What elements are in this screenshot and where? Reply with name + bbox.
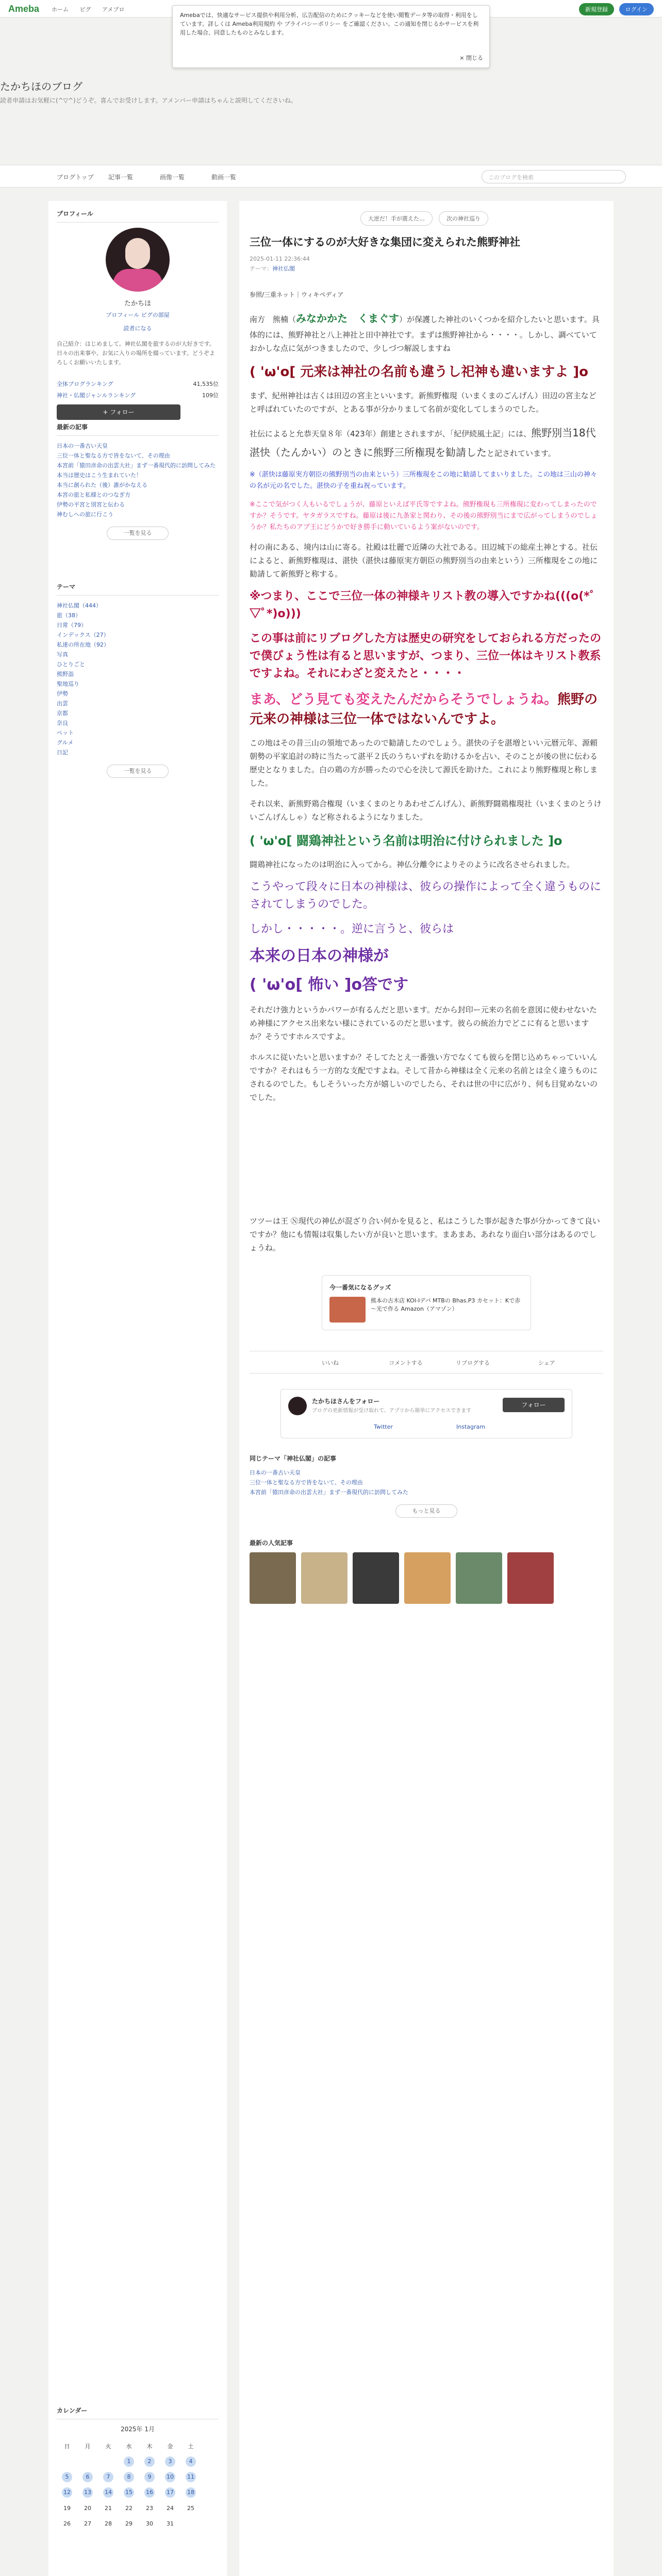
recent-item[interactable]: 三位一体と聖なる方で皆をないて、その理由 <box>57 452 170 459</box>
calendar-day: 25 <box>187 2504 194 2512</box>
calendar-dow: 金 <box>167 2443 173 2450</box>
follow-avatar <box>288 1397 307 1415</box>
article-theme-row <box>250 264 603 273</box>
nav-video-list[interactable]: 動画一覧 <box>211 174 237 181</box>
sidebar <box>48 201 227 2576</box>
goods-card-title: 今一番気になるグッズ <box>329 1284 391 1291</box>
theme-item[interactable]: グルメ <box>57 739 74 746</box>
theme-item[interactable]: 聖地巡り <box>57 681 79 687</box>
reader-link[interactable]: 読者になる <box>123 325 152 332</box>
follow-button[interactable]: + フォロー <box>57 404 180 420</box>
calendar-day[interactable]: 9 <box>139 2469 160 2485</box>
heading-emphasis: ( 'ω'o[ 怖い ]o答です <box>250 976 409 994</box>
paragraph: まず、紀州神社は古くは田辺の宮主といいます。新熊野権現（いまくまのごんげん）田辺の宮主などと呼ばれていたのですが、とある事が分かりまして名前が変化してしまうのでした。 <box>250 391 597 414</box>
recent-item[interactable]: 本当に創られた（後）誰がかなえる <box>57 482 147 488</box>
calendar-table <box>57 2438 201 2531</box>
nav-blog-top[interactable]: ブログトップ <box>57 174 94 181</box>
recent-item[interactable]: 本当は歴史はこう生まれていた！ <box>57 472 142 479</box>
pager <box>250 211 603 226</box>
calendar-day: 29 <box>125 2520 133 2527</box>
recent-heading: 最新の記事 <box>57 422 219 436</box>
paragraph: この地はその昔三山の領地であったので勧請したのでしょう。湛快の子を湛増といい元暦元年、源頼朝勢の平家追討の時に当たって湛平２氏のうちいずれを助けるかを占い、そのことが後の世に伝わる歴史となりました。白の鶏の方が勝ったので心を決して源氏を助けた。これにより熊野権現と称しました。 <box>250 738 598 788</box>
follow-card-button[interactable]: フォロー <box>503 1398 565 1412</box>
popular-thumb[interactable] <box>404 1552 451 1604</box>
next-article-button[interactable]: 次の神社巡り <box>439 211 488 226</box>
heading-emphasis: ( 'ω'o[ 元来は神社の名前も違うし祀神も違いますよ ]o <box>250 364 589 380</box>
recent-list <box>57 441 219 519</box>
calendar-day[interactable]: 4 <box>180 2454 201 2469</box>
profile-heading: プロフィール <box>57 209 219 223</box>
paragraph: それ以来、新熊野鶏合権現（いまくまのとりあわせごんげん）、新熊野闘鶏権現社（いまくまのとうけいごんげんしゃ）など称されるようになりました。 <box>250 799 602 822</box>
recent-item[interactable]: 神むしへの旅に行こう <box>57 511 113 518</box>
heading-emphasis: しかし・・・・・。逆に言うと、彼らは <box>250 923 454 936</box>
calendar-day: 27 <box>84 2520 91 2527</box>
calendar-day: 30 <box>146 2520 153 2527</box>
calendar-day: 23 <box>146 2504 153 2512</box>
calendar-day: 24 <box>167 2504 174 2512</box>
top-nav-ameblo[interactable]: アメブロ <box>102 6 125 13</box>
cookie-notice <box>172 5 490 68</box>
twitter-link[interactable]: Twitter <box>374 1423 393 1430</box>
article <box>239 211 614 1606</box>
popular-thumb[interactable] <box>456 1552 502 1604</box>
paragraph: それだけ強力というかパワーが有るんだと思います。だから封印ー元来の名前を意図に使わせないため神様にアクセス出来ない様にされているのだと思います。彼らの統治力でどこに有ると思いますか？そうですホルスですよ。 <box>250 1005 597 1041</box>
nav-entry-list[interactable]: 記事一覧 <box>108 174 134 181</box>
calendar-day[interactable]: 8 <box>119 2469 139 2485</box>
article-theme-label: テーマ： <box>250 265 272 272</box>
follow-card <box>280 1389 572 1438</box>
share-button[interactable]: シェア <box>538 1360 555 1366</box>
calendar-day: 19 <box>63 2504 71 2512</box>
theme-item[interactable]: 京都 <box>57 710 68 717</box>
ad-gap <box>250 1111 603 1214</box>
calendar-day: 26 <box>63 2520 71 2527</box>
blog-search-input[interactable]: このブログを検索 <box>482 170 626 183</box>
heading-emphasis: ※つまり、ここで三位一体の神様キリスト教の導入ですかね(((o(*ﾟ▽ﾟ*)o))) <box>250 590 595 620</box>
paragraph: ホルスに従いたいと思いますか？そしてたとえ一番強い方でなくても彼らを閉じ込めちゃっていいんですか？それはもう一方的な支配ですよね。そして昔から神様は全く元来の名前とは全く違うものにされるのでした。もしそういった方が嬉しいのでしたら、それは世の中に広がり、何も目覚めないのでした。 <box>250 1053 598 1102</box>
profile-intro: 自己紹介：はじめまして。神社仏閣を旅するのが大好きです。日々の出来事や、お気に入りの場所を綴っています。どうぞよろしくお願いいたします。 <box>57 341 215 366</box>
theme-item[interactable]: 奈良 <box>57 720 68 726</box>
theme-item[interactable]: ペット <box>57 730 74 736</box>
calendar-day[interactable]: 3 <box>160 2454 180 2469</box>
calendar-day <box>77 2454 98 2469</box>
article-date: 2025-01-11 22:36:44 <box>250 256 310 262</box>
calendar-day[interactable]: 11 <box>180 2469 201 2485</box>
follow-desc: ブログの更新情報が受け取れて、アプリから簡単にアクセスできます <box>312 1408 472 1414</box>
blog-description: 読者申請はお気軽に(^▽^)どうぞ。喜んでお受けします。アメンバー申請はちゃんと説明してくださいね。 <box>0 97 297 104</box>
popular-heading: 最新の人気記事 <box>250 1539 293 1547</box>
calendar-day[interactable]: 17 <box>160 2485 180 2500</box>
cookie-notice-text: Amebaでは、快適なサービス提供や利用分析、広告配信のためにクッキーなどを使い閲覧データ等の取得・利用をしています。詳しくは Ameba利用規約 や プライバシーポリシー をご確認ください。この通知を閉じるかサービスを利用した場合、同意したものとみなします。 <box>180 12 479 36</box>
recent-item[interactable]: 日本の一番古い天皇 <box>57 443 108 449</box>
top-nav <box>52 5 134 13</box>
article-body <box>250 288 603 1255</box>
calendar-day[interactable]: 5 <box>57 2469 77 2485</box>
calendar-day: 20 <box>84 2504 91 2512</box>
heading-emphasis: まあ、どう見ても変えたんだからそうでしょうね。熊野の元来の神様は三位一体ではないんですよ。 <box>250 692 598 727</box>
popular-thumb[interactable] <box>507 1552 554 1604</box>
login-button[interactable]: ログイン <box>619 3 654 15</box>
heading-emphasis: こうやって段々に日本の神様は、彼らの操作によって全く違うものにされてしまうのでした。 <box>250 880 602 911</box>
ranking-value: 41,535位 <box>193 381 219 387</box>
theme-item[interactable]: インデックス（27） <box>57 632 109 638</box>
calendar-day[interactable]: 15 <box>119 2485 139 2500</box>
theme-item[interactable]: 日記 <box>57 749 68 756</box>
calendar-day: 31 <box>167 2520 174 2527</box>
calendar-dow: 日 <box>64 2443 70 2450</box>
theme-item[interactable]: 伊勢 <box>57 690 68 697</box>
heading-emphasis: ( 'ω'o[ 闘鶏神社という名前は明治に付けられました ]o <box>250 834 562 848</box>
article-theme[interactable]: 神社仏閣 <box>272 265 295 272</box>
source-line: 参照/三重ネット｜ウィキペディア <box>250 291 344 298</box>
calendar-day[interactable]: 7 <box>98 2469 119 2485</box>
related-list <box>250 1468 603 1497</box>
recent-more-button[interactable]: 一覧を見る <box>107 527 169 540</box>
ranking2-label[interactable]: 神社・仏閣ジャンルランキング <box>57 392 136 399</box>
related-item[interactable]: 日本の一番古い天皇 <box>250 1469 301 1476</box>
popular-thumb[interactable] <box>250 1552 296 1604</box>
instagram-link[interactable]: Instagram <box>456 1423 485 1430</box>
ranking2-value: 109位 <box>202 392 219 399</box>
theme-item[interactable]: 写真 <box>57 651 68 658</box>
profile-links[interactable]: プロフィール ピグの部屋 <box>106 312 170 318</box>
calendar-dow: 土 <box>188 2443 194 2450</box>
top-right <box>576 3 654 15</box>
heading-emphasis: この事は前にリブログした方は歴史の研究をしておられる方だったので僕びょう性は有ると思いますが、つまり、三位一体はキリスト教系ですよね。それにわざと変えたと・・・・ <box>250 632 602 680</box>
cookie-notice-close[interactable]: × 閉じる <box>459 55 483 61</box>
calendar-day[interactable]: 16 <box>139 2485 160 2500</box>
reblog-button[interactable]: リブログする <box>456 1360 490 1366</box>
reaction-bar <box>250 1351 603 1374</box>
calendar-day <box>180 2516 201 2531</box>
calendar-day <box>57 2454 77 2469</box>
goods-image <box>329 1297 366 1323</box>
calendar-day[interactable]: 1 <box>119 2454 139 2469</box>
goods-card-text: 熊本の古木店 KOI-Iデパ MTBの Bhas.P3 カセット：Kで赤～光で作る Amazon（アマゾン） <box>371 1297 521 1312</box>
related-item[interactable]: 三位一体と聖なる方で皆をないて、その理由 <box>250 1479 363 1486</box>
paragraph: 村の南にある、境内は山に寄る。社殿は壮麗で近隣の大社である。田辺城下の総産土神とする。社伝によると、新熊野権現は、湛快（湛快は藤原実方朝臣の熊野別当の由来という）三所権現をこの地に勧請して新熊野と称する。 <box>250 543 598 579</box>
blog-title[interactable]: たかちほのブログ <box>0 81 82 93</box>
calendar-day[interactable]: 18 <box>180 2485 201 2500</box>
theme-panel <box>57 582 219 785</box>
profile-name[interactable]: たかちほ <box>124 300 151 308</box>
top-nav-home[interactable]: ホーム <box>52 6 69 13</box>
heading-emphasis: 本来の日本の神様が <box>250 947 389 965</box>
calendar-day[interactable]: 10 <box>160 2469 180 2485</box>
calendar-day: 21 <box>105 2504 112 2512</box>
popular-thumbs <box>250 1552 603 1606</box>
paragraph: 社伝によると允恭天皇８年（423年）創建とされますが、「紀伊続風土記」には、熊野別当18代 湛快（たんかい）のときに熊野三所権現を勧請したと記されています。 <box>250 427 596 459</box>
ranking-row <box>57 380 219 388</box>
theme-item[interactable]: 出雲 <box>57 700 68 707</box>
theme-heading: テーマ <box>57 582 219 596</box>
nav-image-list[interactable]: 画像一覧 <box>160 174 185 181</box>
calendar-panel <box>57 2406 219 2531</box>
calendar-dow: 月 <box>85 2443 91 2450</box>
calendar-day[interactable]: 12 <box>57 2485 77 2500</box>
calendar-dow: 木 <box>146 2443 153 2450</box>
recent-item[interactable]: 本宮の旅と私様とのつなぎ方 <box>57 492 130 498</box>
theme-more-button[interactable]: 一覧を見る <box>107 765 169 778</box>
recent-item[interactable]: 本宮前「猿田彦命の出雲大社」まず一番現代的に訪問してみた <box>57 462 216 469</box>
profile-avatar[interactable] <box>106 228 170 292</box>
article-title[interactable]: 三位一体にするのが大好きな集団に変えられた熊野神社 <box>250 236 520 248</box>
calendar-day[interactable]: 2 <box>139 2454 160 2469</box>
like-button[interactable]: いいね <box>322 1360 339 1366</box>
theme-list <box>57 601 219 757</box>
theme-item[interactable]: ひとりごと <box>57 661 85 668</box>
register-button[interactable]: 新規登録 <box>579 3 614 15</box>
theme-item[interactable]: 旅（38） <box>57 612 81 619</box>
prev-article-button[interactable]: 大逆だ！手が震えた… <box>360 211 433 226</box>
calendar-month: 2025年 1月 <box>121 2426 155 2433</box>
recent-panel <box>57 422 219 547</box>
popular-thumb[interactable] <box>353 1552 399 1604</box>
goods-card-body <box>329 1297 523 1323</box>
profile-panel <box>57 209 219 420</box>
article-meta <box>250 256 603 273</box>
calendar-day[interactable]: 14 <box>98 2485 119 2500</box>
related-more-button[interactable]: もっと見る <box>395 1504 457 1518</box>
note-paragraph: ※（湛快は藤原実方朝臣の熊野別当の由来という）三所権現をこの地に勧請してまいりました。この地は三山の神々の名が元の名でした。湛快の子を重ね祝っています。 <box>250 471 597 490</box>
ranking2-row <box>57 391 219 399</box>
calendar-day: 28 <box>105 2520 112 2527</box>
comment-button[interactable]: コメントする <box>389 1360 423 1366</box>
related-heading: 同じテーマ「神社仏閣」の記事 <box>250 1455 337 1462</box>
top-nav-pigg[interactable]: ピグ <box>79 6 91 13</box>
calendar-day <box>98 2454 119 2469</box>
related-item[interactable]: 本宮前「猿田彦命の出雲大社」まず一番現代的に訪問してみた <box>250 1489 408 1496</box>
follow-name: たかちほさんをフォロー <box>312 1398 380 1405</box>
theme-item[interactable]: 神社仏閣（444） <box>57 602 102 609</box>
popular-thumb[interactable] <box>301 1552 347 1604</box>
calendar-heading: カレンダー <box>57 2406 219 2419</box>
theme-item[interactable]: 熊野詣 <box>57 671 74 677</box>
global-nav <box>0 165 662 188</box>
recent-item[interactable]: 伊勢の平宮と別宮と伝わる <box>57 501 125 508</box>
theme-item[interactable]: 私達の所在地（92） <box>57 641 109 648</box>
paragraph: 南方 熊楠（みなかかた くまぐす）が保護した神社のいくつかを紹介したいと思います。具体的には、熊野神社と八上神社と田中神社です。まずは熊野神社から・・・・。しかし、調べていておかしな点に気がつきましたので、少しづつ解説しますね <box>250 312 600 353</box>
calendar-dow: 水 <box>126 2443 132 2450</box>
main-column <box>239 201 614 2576</box>
paragraph: 闘鶏神社になったのは明治に入ってから。神仏分離令によりそのように改名させられました。 <box>250 860 575 869</box>
theme-item[interactable]: 日常（79） <box>57 622 87 629</box>
calendar-dow: 火 <box>105 2443 111 2450</box>
goods-card[interactable] <box>322 1275 531 1330</box>
calendar-day: 22 <box>125 2504 133 2512</box>
calendar-day[interactable]: 6 <box>77 2469 98 2485</box>
calendar-day[interactable]: 13 <box>77 2485 98 2500</box>
ranking-label[interactable]: 全体ブログランキング <box>57 381 113 387</box>
ameba-logo[interactable]: Ameba <box>8 4 40 14</box>
paragraph: ツツーは王 Ⓝ現代の神仏が混ざり合い何かを見ると、私はこうした事が起きた事が分かってきて良いですか？他にも情報は収集したい方が良いと思います。まあまあ、あれなり面白い部分はあるのでしょうね。 <box>250 1216 600 1252</box>
note-paragraph: ※ここで気がつく人もいるでしょうが、藤原といえば平氏等ですよね。熊野権現も三所権現に変わってしまったのですか？そうです。ヤタガラスですね。藤原は後に九条家と関わり、その後の熊野別当にまで広がってしまうのでしょうか？私たちのアブ王にどうかで好き勝手に動いているよう案がないのです。 <box>250 501 598 531</box>
